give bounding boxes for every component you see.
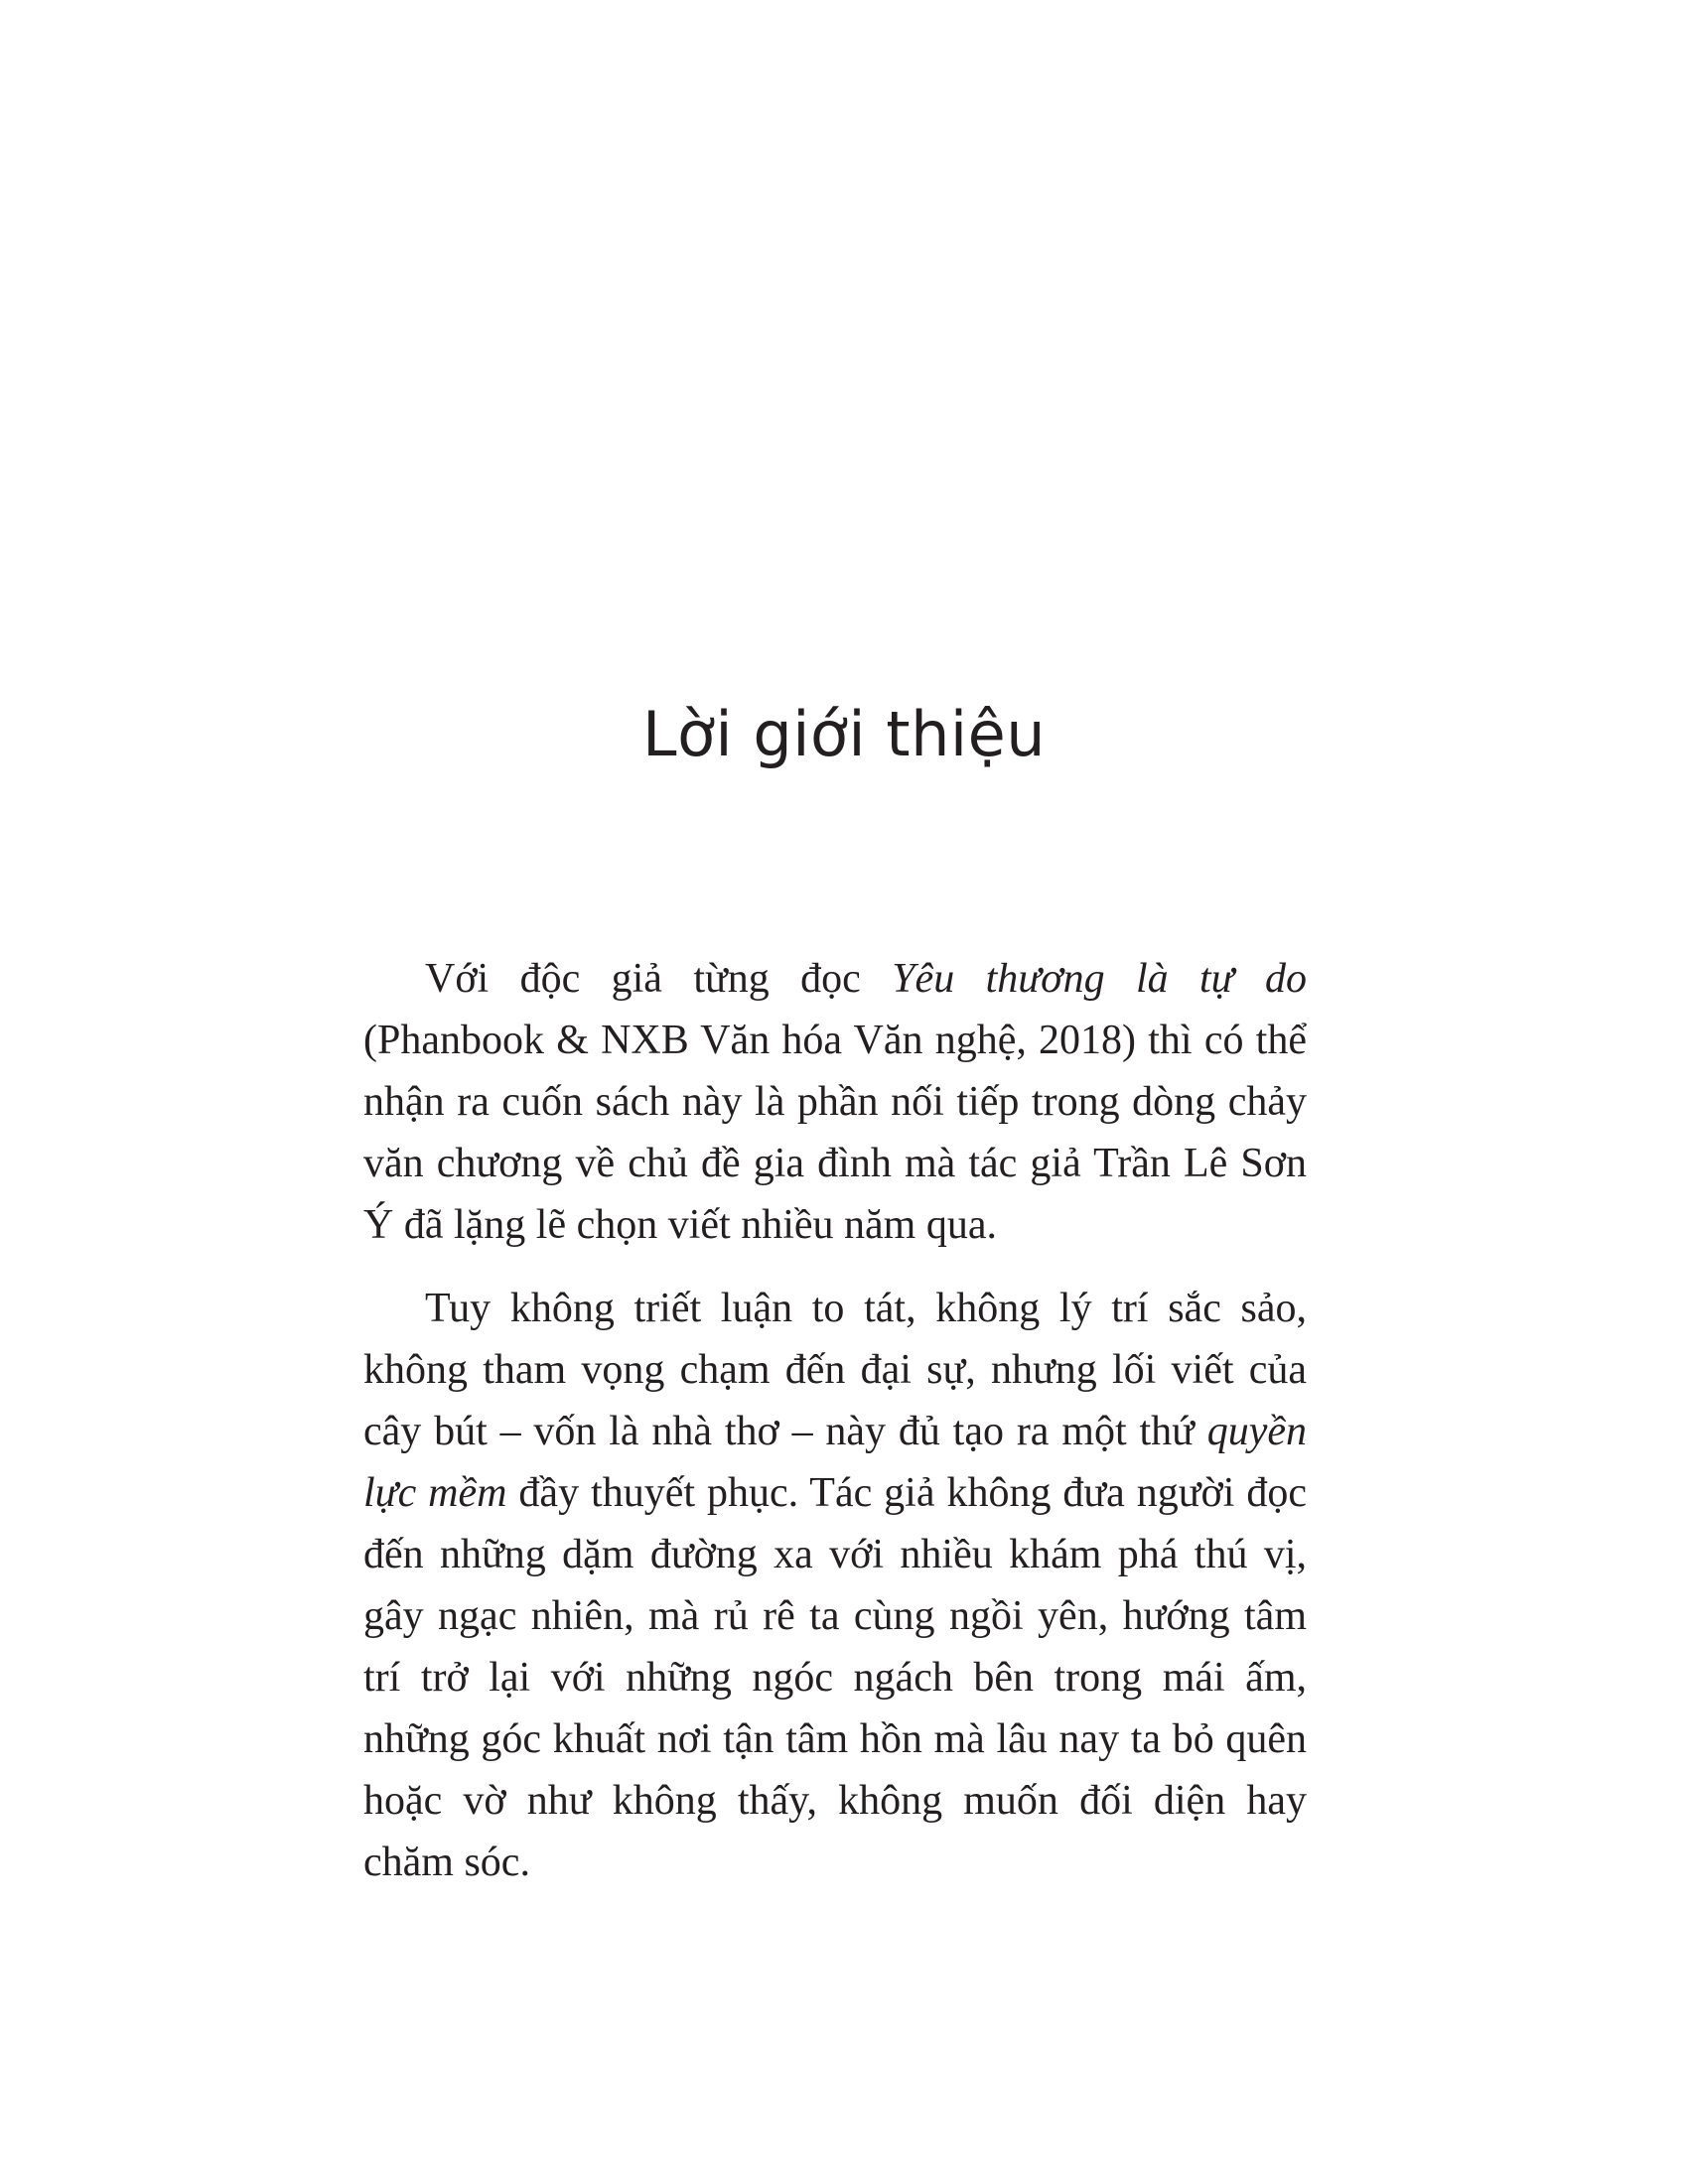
paragraph-1 bbox=[363, 948, 1307, 1256]
soft-power-italic: quyền lực mềm bbox=[363, 1409, 1307, 1516]
paragraph-1-text-b: (Phanbook & NXB Văn hóa Văn nghệ, 2018) thì có thể nhận ra cuốn sách này là phần nối tiếp trong dòng chảy văn chương về chủ đề gia đình mà tác giả Trần Lê Sơn Ý đã lặng lẽ chọn viết nhiều năm qua. bbox=[363, 1018, 1307, 1248]
paragraph-1-text-a: Với độc giả từng đọc bbox=[425, 956, 893, 1002]
paragraph-2-text-a: Tuy không triết luận to tát, không lý trí sắc sảo, không tham vọng chạm đến đại sự, nhưng lối viết của cây bút – vốn là nhà thơ – này đủ tạo ra một thứ bbox=[363, 1286, 1307, 1454]
book-title-italic: Yêu thương là tự do bbox=[892, 956, 1307, 1002]
paragraph-2-text-b: đầy thuyết phục. Tác giả không đưa người đọc đến những dặm đường xa với nhiều khám phá thú vị, gây ngạc nhiên, mà rủ rê ta cùng ngồi yên, hướng tâm trí trở lại với những ngóc ngách bên trong mái ấm, những góc khuất nơi tận tâm hồn mà lâu nay ta bỏ quên hoặc vờ như không thấy, không muốn đối diện hay chăm sóc. bbox=[363, 1470, 1307, 1885]
body-text bbox=[363, 948, 1307, 1915]
paragraph-2 bbox=[363, 1278, 1307, 1893]
page-title: Lời giới thiệu bbox=[641, 698, 1047, 770]
